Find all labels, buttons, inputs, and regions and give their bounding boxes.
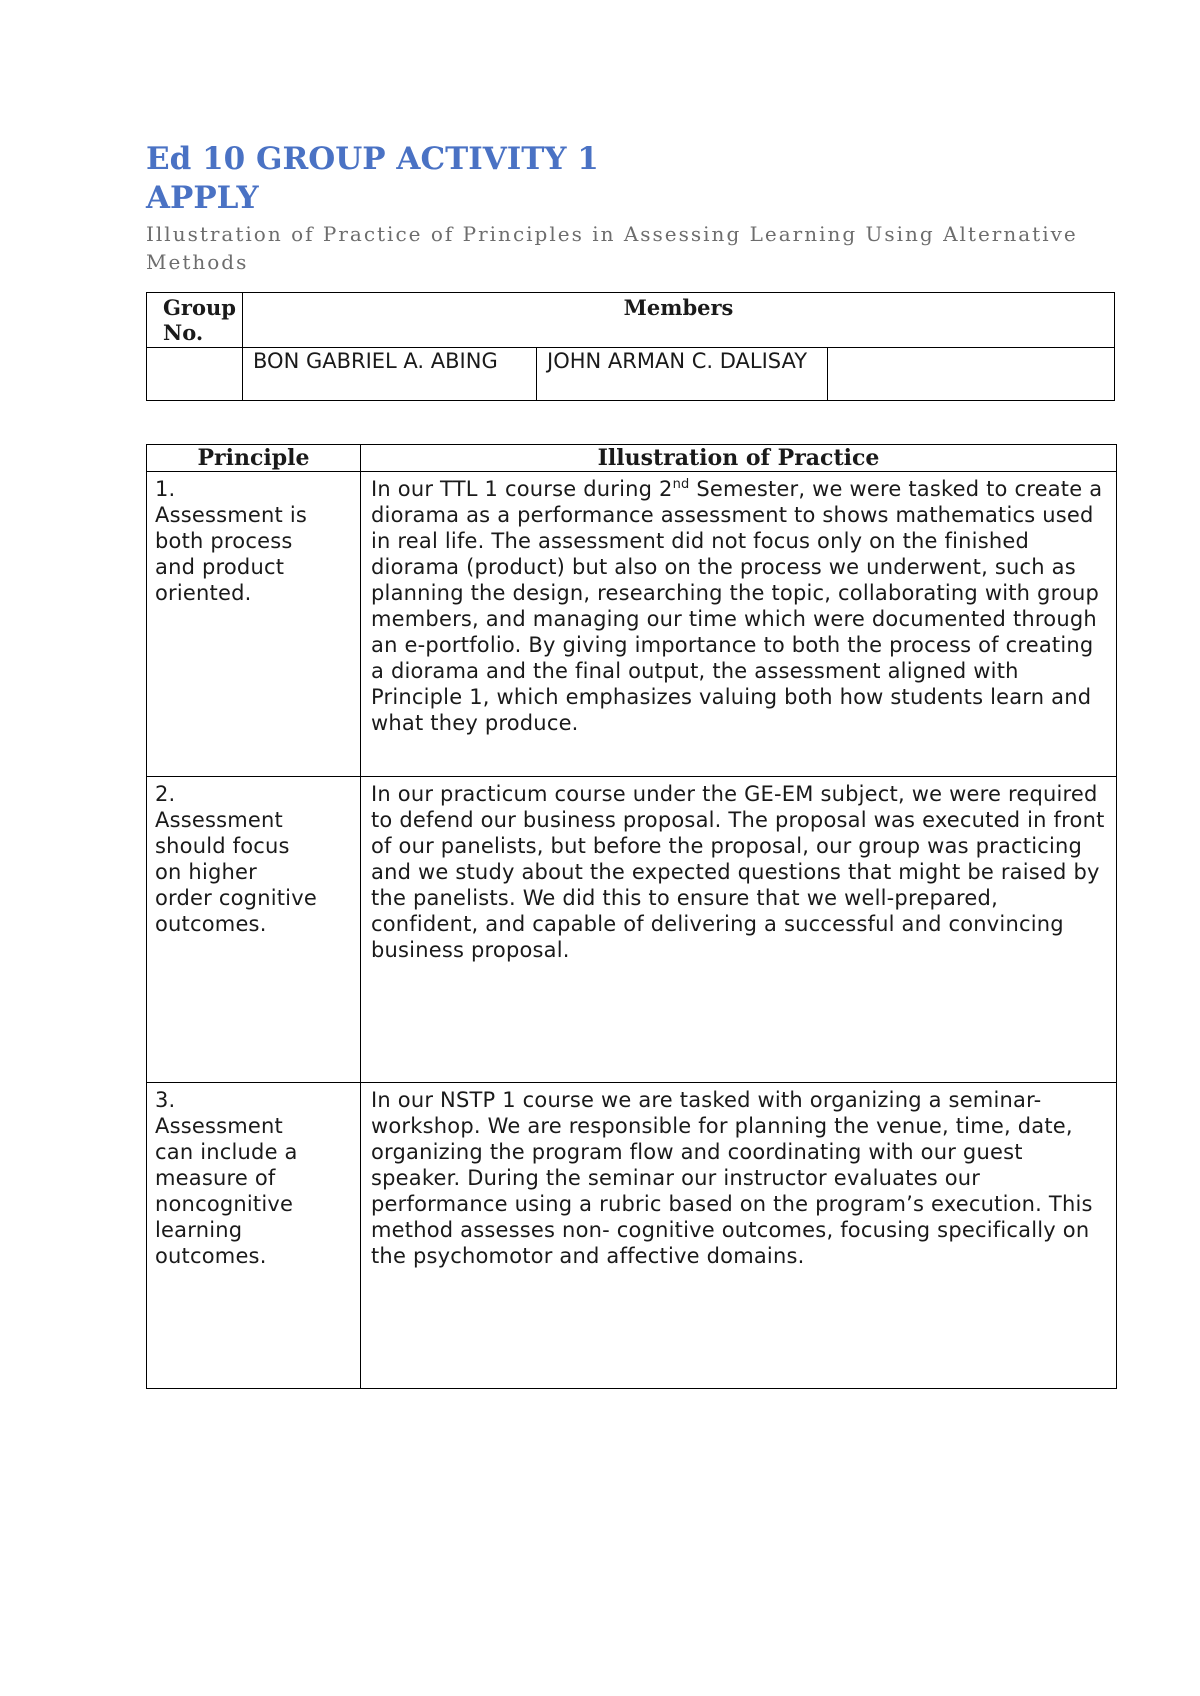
document-subtitle: Illustration of Practice of Principles in Assessing Learning Using Alternative Methods bbox=[146, 222, 1078, 274]
member-cell: JOHN ARMAN C. DALISAY bbox=[537, 348, 828, 401]
principle-number: 1. bbox=[155, 477, 176, 501]
members-header: Members bbox=[243, 293, 1115, 348]
illustration-cell bbox=[361, 777, 1117, 1083]
table-row bbox=[147, 777, 1117, 1083]
principle-text: Assessment should focus on higher order cognitive outcomes. bbox=[155, 808, 317, 936]
illustration-text: In our NSTP 1 course we are tasked with organizing a seminar-workshop. We are responsible for planning the venue, time, date, organizing the program flow and coordinating with our guest speaker. During the seminar our instructor evaluates our performance using a rubric based on the program’s execution. This method assesses non- cognitive outcomes, focusing specifically on the psychomotor and affective domains. bbox=[371, 1088, 1093, 1268]
members-table bbox=[146, 292, 1115, 401]
illustration-text: Semester, we were tasked to create a diorama as a performance assessment to shows mathematics used in real life. The assessment did not focus only on the finished diorama (product) but also on the process we underwent, such as planning the design, researching the topic, collaborating with group members, and managing our time which were documented through an e-portfolio. By giving importance to both the process of creating a diorama and the final output, the assessment aligned with Principle 1, which emphasizes valuing both how students learn and what they produce. bbox=[371, 477, 1103, 735]
principles-header-row bbox=[147, 445, 1117, 472]
title-line-1: Ed 10 GROUP ACTIVITY 1 bbox=[146, 141, 599, 177]
title-line-2: APPLY bbox=[146, 180, 259, 216]
illustration-text: In our practicum course under the GE-EM subject, we were required to defend our business proposal. The proposal was executed in front of our panelists, but before the proposal, our group was practicing and we study about the expected questions that might be raised by the panelists. We did this to ensure that we well-prepared, confident, and capable of delivering a successful and convincing business proposal. bbox=[371, 782, 1105, 962]
table-row bbox=[147, 472, 1117, 777]
principle-number: 2. bbox=[155, 782, 176, 806]
illustration-header: Illustration of Practice bbox=[361, 445, 1117, 472]
principle-number: 3. bbox=[155, 1088, 176, 1112]
principle-cell bbox=[147, 1083, 361, 1389]
group-no-header: Group No. bbox=[147, 293, 243, 348]
principle-cell bbox=[147, 472, 361, 777]
principles-table bbox=[146, 444, 1117, 1389]
illustration-text-start: In our TTL 1 course during 2 bbox=[371, 477, 673, 501]
principle-cell bbox=[147, 777, 361, 1083]
group-no-cell bbox=[147, 348, 243, 401]
document-title bbox=[146, 140, 1114, 218]
ordinal-suffix: nd bbox=[672, 477, 690, 492]
members-row bbox=[147, 348, 1115, 401]
members-header-row bbox=[147, 293, 1115, 348]
principle-text: Assessment is both process and product oriented. bbox=[155, 503, 308, 605]
principle-header: Principle bbox=[147, 445, 361, 472]
table-row bbox=[147, 1083, 1117, 1389]
illustration-cell bbox=[361, 472, 1117, 777]
principle-text: Assessment can include a measure of noncognitive learning outcomes. bbox=[155, 1114, 298, 1268]
illustration-cell bbox=[361, 1083, 1117, 1389]
member-cell: BON GABRIEL A. ABING bbox=[243, 348, 537, 401]
document-header bbox=[146, 140, 1114, 276]
member-cell bbox=[828, 348, 1115, 401]
